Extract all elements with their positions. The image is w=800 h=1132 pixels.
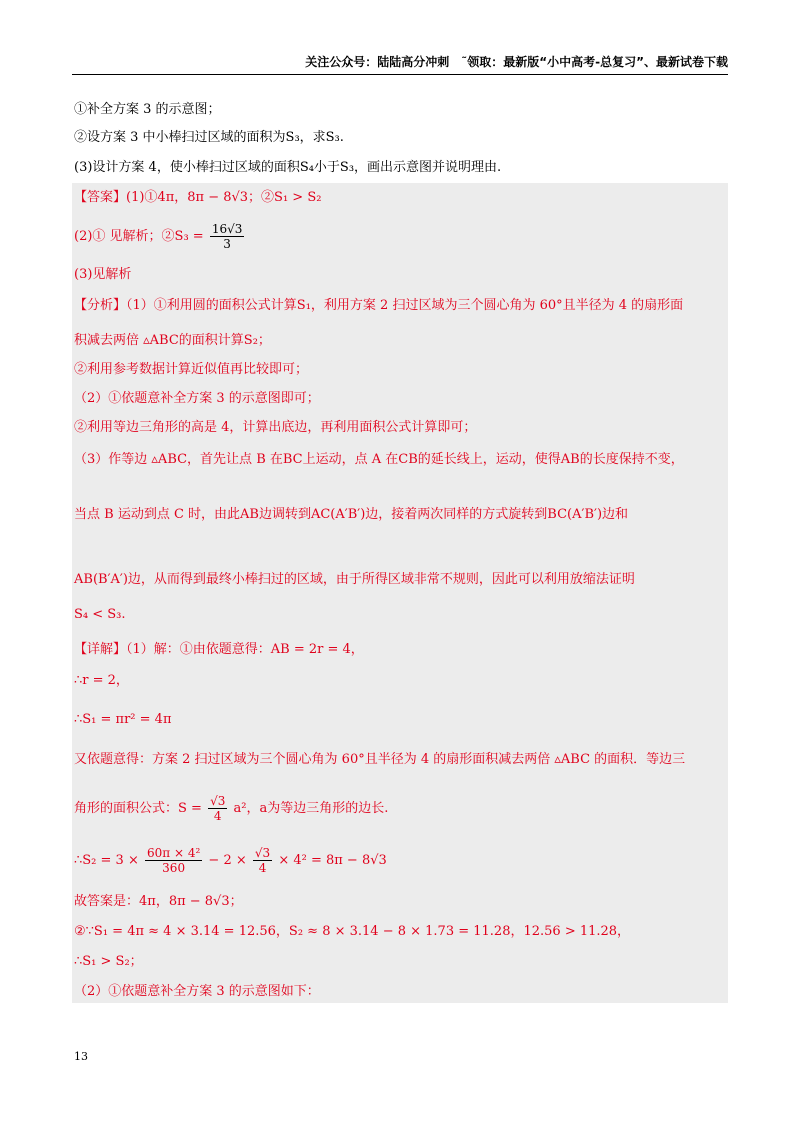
analysis-line: ②利用等边三角形的高是 4，计算出底边，再利用面积公式计算即可；	[74, 420, 477, 435]
detail-line: ②∵S₁ = 4π ≈ 4 × 3.14 = 12.56，S₂ ≈ 8 × 3.14 − 8 × 1.73 = 11.28，12.56 > 11.28，	[74, 924, 631, 939]
detail-line: （2）①依题意补全方案 3 的示意图如下：	[74, 984, 320, 999]
detail-line: ∴r = 2，	[74, 673, 129, 688]
detail-line: 角形的面积公式：S = $\frac{√3}{4}$ a²，a为等边三角形的边长.	[74, 794, 389, 823]
analysis-line: S₄ < S₃.	[74, 607, 126, 622]
question-line: (3)设计方案 4，使小棒扫过区域的面积S₄小于S₃，画出示意图并说明理由.	[74, 160, 502, 175]
fraction: $\frac{√3}{4}$	[210, 794, 226, 823]
answer-text: (1)①4π，8π − 8√3；②S₁ > S₂	[126, 190, 322, 205]
analysis-line: ②利用参考数据计算近似值再比较即可；	[74, 362, 309, 377]
page-header: 关注公众号：陆陆高分冲刺 ˜领取：最新版“小中高考-总复习”、最新试卷下载	[72, 52, 728, 75]
question-line: ①补全方案 3 的示意图；	[74, 102, 221, 117]
analysis-label: 【分析】	[74, 298, 127, 313]
analysis-line: （3）作等边 ▵ABC，首先让点 B 在BC上运动，点 A 在CB的延长线上，运动，使得AB的长度保持不变，	[74, 452, 684, 467]
answer-text: (2)① 见解析；②S₃ =	[74, 229, 204, 244]
analysis-line: AB(B′A′)边，从而得到最终小棒扫过的区域，由于所得区域非常不规则，因此可以利用放缩法证明	[74, 572, 635, 587]
analysis-line: 【分析】（1）①利用圆的面积公式计算S₁，利用方案 2 扫过区域为三个圆心角为 60°且半径为 4 的扇形面	[74, 298, 684, 313]
detail-line: ∴S₁ = πr² = 4π	[74, 712, 172, 727]
analysis-line: （2）①依题意补全方案 3 的示意图即可；	[74, 391, 320, 406]
detail-line: ∴S₁ > S₂；	[74, 954, 143, 969]
page-number: 13	[74, 1050, 88, 1063]
detail-line: ∴S₂ = 3 × $\frac{\text{60π × 4²}}{360}$ − 2 × $\frac{√3}{4}$ × 4² = 8π − 8√3	[74, 846, 387, 875]
fraction: $\frac{√3}{4}$	[254, 846, 271, 875]
answer-label: 【答案】	[74, 190, 127, 205]
detail-line: 故答案是：4π，8π − 8√3；	[74, 894, 243, 909]
analysis-line: 积减去两倍 ▵ABC的面积计算S₂；	[74, 333, 271, 348]
detail-line: 又依题意得：方案 2 扫过区域为三个圆心角为 60°且半径为 4 的扇形面积减去两倍 ▵ABC 的面积．等边三	[74, 752, 686, 767]
answer-line	[74, 222, 246, 251]
fraction: $\frac{16√3}{3}$	[211, 222, 243, 251]
detail-label: 【详解】	[74, 642, 127, 657]
answer-line: (3)见解析	[74, 267, 132, 282]
analysis-line: 当点 B 运动到点 C 时，由此AB边调转到AC(A′B′)边，接着两次同样的方式旋转到BC(A′B′)边和	[74, 507, 629, 522]
fraction: $\frac{\text{60π × 4²}}{360}$	[146, 846, 201, 875]
answer-line	[74, 188, 321, 208]
question-line: ②设方案 3 中小棒扫过区域的面积为S₃，求S₃.	[74, 130, 344, 145]
detail-line: 【详解】（1）解：①由依题意得：AB = 2r = 4，	[74, 642, 364, 657]
